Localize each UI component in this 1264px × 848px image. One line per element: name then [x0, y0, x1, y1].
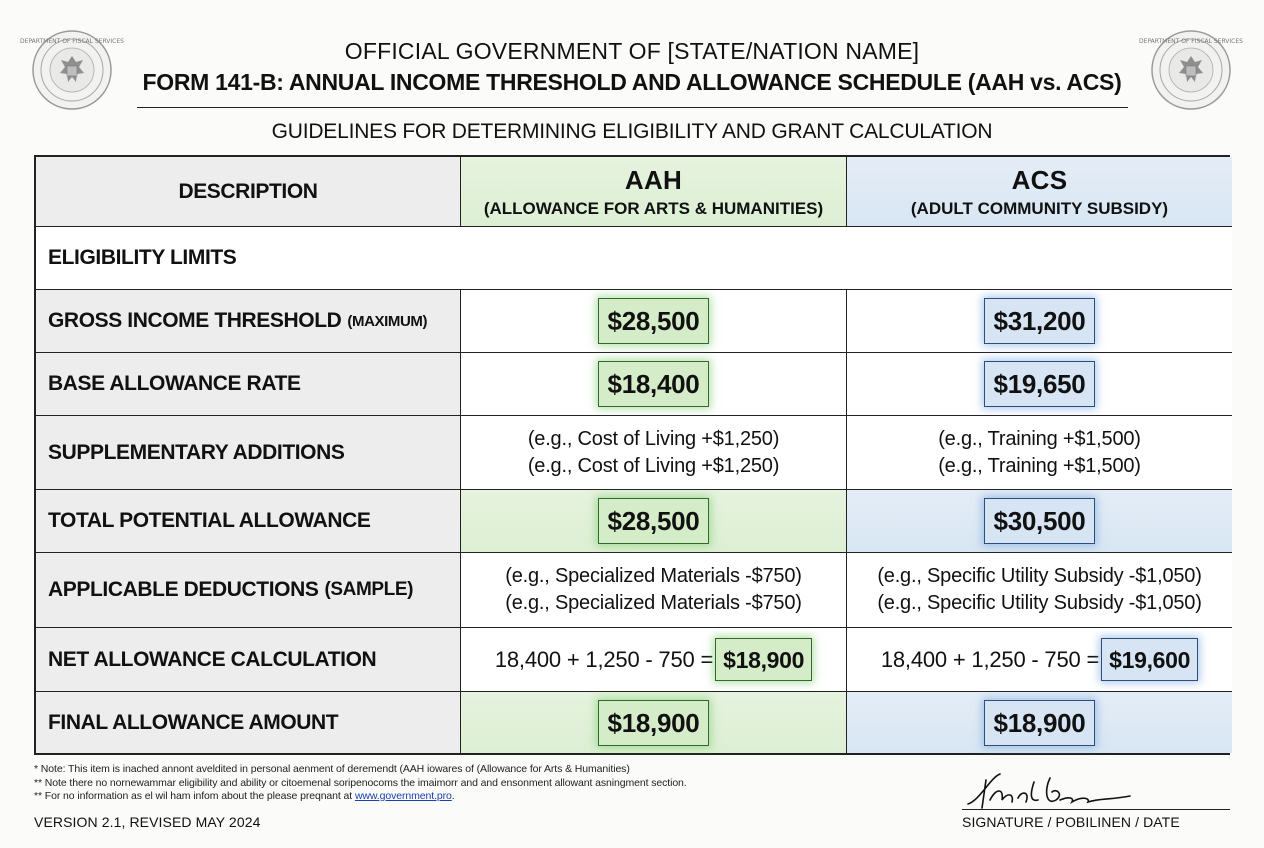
government-website-link[interactable]: www.government.pro: [354, 790, 452, 802]
form-title: FORM 141-B: ANNUAL INCOME THRESHOLD AND ALLOWANCE SCHEDULE (AAH vs. ACS): [142, 69, 1122, 95]
gross-income-qualifier: (MAXIMUM): [347, 312, 428, 330]
acs-deductions-example-2: (e.g., Specific Utility Subsidy -$1,050): [877, 592, 1202, 614]
row-label-base-allowance: [36, 353, 461, 416]
version-label: VERSION 2.1, REVISED MAY 2024: [34, 814, 261, 830]
gross-income-label: GROSS INCOME THRESHOLD: [48, 309, 342, 332]
footnotes: [34, 763, 687, 804]
aah-net-formula: 18,400 + 1,250 - 750 =: [494, 646, 714, 672]
aah-header-title: AAH: [624, 164, 683, 195]
row-label-total-potential: [36, 490, 461, 553]
footnote-3: [34, 790, 687, 804]
seal-left-text: DEPARTMENT OF FISCAL SERVICES: [20, 38, 124, 45]
net-calculation-label: NET ALLOWANCE CALCULATION: [48, 647, 377, 671]
row-label-supplementary: [36, 416, 461, 490]
signature-label: SIGNATURE / POBILINEN / DATE: [962, 814, 1180, 830]
footnote-3-text: ** For no information as el wil ham infom about the please preqnant at: [34, 790, 353, 802]
footnote-2: ** Note there no nornewammar eligibility and ability or citoemenal soripenocoms the imaimorr and and ensonment allowant asningment section.: [34, 776, 687, 789]
deductions-label: APPLICABLE DEDUCTIONS: [48, 578, 319, 601]
column-header-aah: [461, 157, 847, 227]
cell-acs-supplementary: [847, 416, 1232, 490]
base-allowance-label: BASE ALLOWANCE RATE: [48, 372, 301, 395]
row-label-deductions: [36, 553, 461, 628]
acs-header-title: ACS: [1011, 164, 1068, 195]
cell-aah-total-potential: [461, 490, 847, 553]
column-header-description-label: DESCRIPTION: [178, 179, 318, 203]
seal-right-text: DEPARTMENT OF FISCAL SERVICES: [1139, 38, 1243, 45]
cell-aah-final-allowance: [461, 692, 847, 753]
acs-total-potential-value: $30,500: [984, 498, 1096, 544]
acs-supplementary-example-1: (e.g., Training +$1,500): [938, 427, 1141, 450]
cell-acs-final-allowance: [847, 692, 1232, 753]
signature-line: [962, 809, 1230, 810]
acs-net-formula: 18,400 + 1,250 - 750 =: [880, 646, 1100, 672]
column-header-acs: [847, 157, 1232, 227]
aah-deductions-example-1: (e.g., Specialized Materials -$750): [505, 565, 802, 587]
cell-aah-net-calculation: [461, 628, 847, 692]
row-label-net-calculation: [36, 628, 461, 692]
total-potential-label: TOTAL POTENTIAL ALLOWANCE: [48, 509, 371, 532]
form-header: [0, 38, 1264, 96]
cell-acs-deductions: [847, 553, 1232, 628]
acs-base-allowance-value: $19,650: [984, 361, 1096, 407]
header-divider: [137, 107, 1128, 108]
supplementary-label: SUPPLEMENTARY ADDITIONS: [48, 440, 345, 464]
cell-acs-base-allowance: [847, 353, 1232, 416]
column-header-description: [36, 157, 461, 227]
acs-gross-income-value: $31,200: [984, 298, 1096, 344]
cell-aah-supplementary: [461, 416, 847, 490]
cell-aah-gross-income: [461, 290, 847, 353]
aah-supplementary-example-1: (e.g., Cost of Living +$1,250): [527, 427, 780, 450]
section-label: ELIGIBILITY LIMITS: [48, 246, 237, 269]
final-allowance-label: FINAL ALLOWANCE AMOUNT: [48, 710, 339, 734]
acs-header-subtitle: (ADULT COMMUNITY SUBSIDY): [910, 198, 1169, 218]
aah-gross-income-value: $28,500: [598, 298, 710, 344]
acs-deductions-example-1: (e.g., Specific Utility Subsidy -$1,050): [877, 565, 1202, 587]
aah-net-result: $18,900: [715, 638, 812, 681]
footnote-1: * Note: This item is inached annont aveldited in personal aenment of deremendt (AAH iowares of (Allowance for Arts & Humanities): [34, 763, 630, 775]
row-label-final-allowance: [36, 692, 461, 753]
aah-supplementary-example-2: (e.g., Cost of Living +$1,250): [527, 454, 780, 477]
allowance-table: [34, 155, 1230, 755]
acs-net-result: $19,600: [1101, 638, 1198, 681]
cell-aah-deductions: [461, 553, 847, 628]
row-label-gross-income: [36, 290, 461, 353]
handwritten-signature: [960, 770, 1140, 812]
aah-deductions-example-2: (e.g., Specialized Materials -$750): [505, 592, 802, 614]
government-title: OFFICIAL GOVERNMENT OF [STATE/NATION NAME]: [344, 38, 920, 64]
section-eligibility-limits: [36, 227, 1232, 290]
acs-supplementary-example-2: (e.g., Training +$1,500): [938, 454, 1141, 477]
cell-acs-gross-income: [847, 290, 1232, 353]
cell-aah-base-allowance: [461, 353, 847, 416]
guidelines-subtitle: GUIDELINES FOR DETERMINING ELIGIBILITY AND GRANT CALCULATION: [271, 120, 993, 143]
cell-acs-total-potential: [847, 490, 1232, 553]
deductions-qualifier: (SAMPLE): [324, 579, 414, 600]
acs-final-allowance-value: $18,900: [984, 700, 1096, 746]
cell-acs-net-calculation: [847, 628, 1232, 692]
aah-header-subtitle: (ALLOWANCE FOR ARTS & HUMANITIES): [483, 198, 824, 218]
aah-base-allowance-value: $18,400: [598, 361, 710, 407]
footnote-3-suffix: .: [451, 790, 455, 802]
aah-final-allowance-value: $18,900: [598, 700, 710, 746]
aah-total-potential-value: $28,500: [598, 498, 710, 544]
